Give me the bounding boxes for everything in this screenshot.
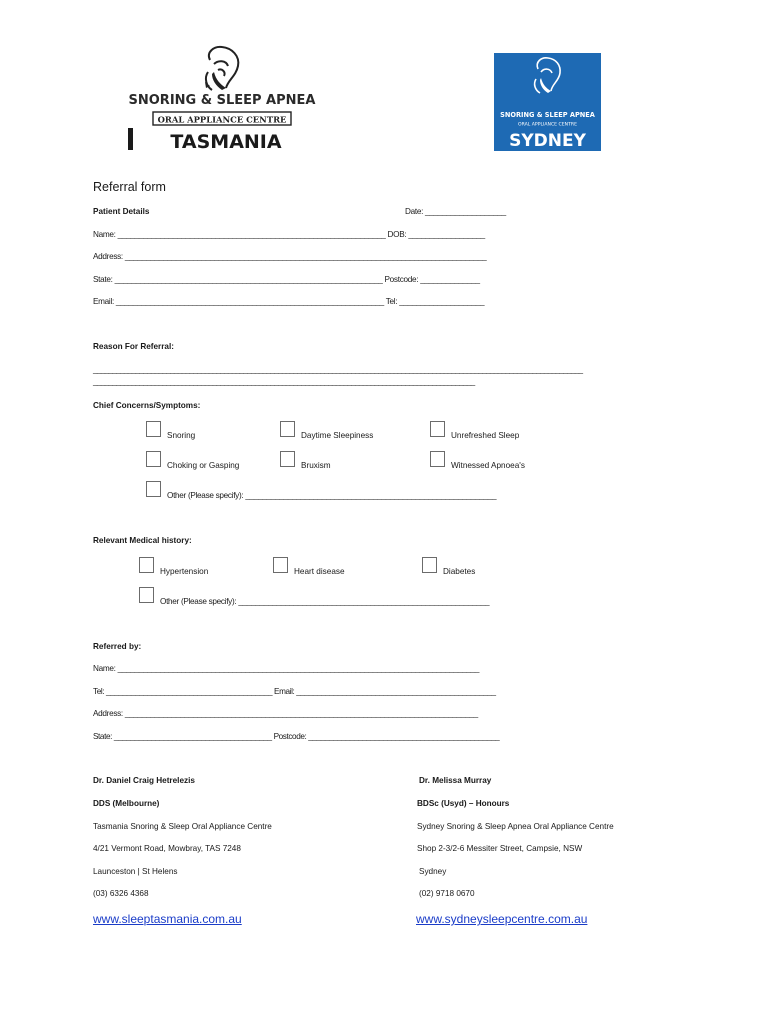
- referrer-tel-email-field[interactable]: Tel: ________________________________________ Email: ________________________________________________: [93, 687, 496, 696]
- right-contact-address: Shop 2-3/2-6 Messiter Street, Campsie, NSW: [417, 844, 583, 853]
- form-title: Referral form: [93, 180, 166, 194]
- heart-disease-label: Heart disease: [294, 567, 345, 576]
- choking-gasping-checkbox[interactable]: [146, 451, 161, 467]
- sydney-logo-line1: SNORING & SLEEP APNEA: [500, 111, 595, 119]
- tasmania-logo-line1: SNORING & SLEEP APNEA: [128, 93, 316, 108]
- tasmania-logo-graphic: [122, 42, 322, 154]
- left-contact-qualification: DDS (Melbourne): [93, 799, 160, 808]
- left-contact-phone: (03) 6326 4368: [93, 889, 149, 898]
- patient-details-heading: Patient Details: [93, 207, 150, 216]
- choking-gasping-label: Choking or Gasping: [167, 461, 240, 470]
- medical-history-heading: Relevant Medical history:: [93, 536, 192, 545]
- tasmania-logo: [122, 42, 322, 154]
- patient-address-field[interactable]: Address: _____________________________________________________________________________________: [93, 252, 487, 261]
- bruxism-label: Bruxism: [301, 461, 331, 470]
- referrer-address-field[interactable]: Address: ___________________________________________________________________________________: [93, 709, 478, 718]
- right-contact-phone: (02) 9718 0670: [419, 889, 475, 898]
- left-contact-locations: Launceston | St Helens: [93, 867, 178, 876]
- hypertension-label: Hypertension: [160, 567, 209, 576]
- patient-name-field[interactable]: Name: _______________________________________________________________ DOB: __________________: [93, 230, 485, 239]
- witnessed-apnoeas-label: Witnessed Apnoea's: [451, 461, 525, 470]
- right-contact-locations: Sydney: [419, 867, 447, 876]
- referrer-name-field[interactable]: Name: _____________________________________________________________________________________: [93, 664, 480, 673]
- concerns-heading: Chief Concerns/Symptoms:: [93, 401, 201, 410]
- right-contact-qualification: BDSc (Usyd) – Honours: [417, 799, 510, 808]
- witnessed-apnoeas-checkbox[interactable]: [430, 451, 445, 467]
- daytime-sleepiness-label: Daytime Sleepiness: [301, 431, 374, 440]
- left-contact-name: Dr. Daniel Craig Hetrelezis: [93, 776, 195, 785]
- right-contact-organisation: Sydney Snoring & Sleep Apnea Oral Appliance Centre: [417, 822, 614, 831]
- snoring-label: Snoring: [167, 431, 196, 440]
- bruxism-checkbox[interactable]: [280, 451, 295, 467]
- unrefreshed-sleep-label: Unrefreshed Sleep: [451, 431, 520, 440]
- daytime-sleepiness-checkbox[interactable]: [280, 421, 295, 437]
- left-contact-organisation: Tasmania Snoring & Sleep Oral Appliance Centre: [93, 822, 272, 831]
- right-contact-name: Dr. Melissa Murray: [419, 776, 492, 785]
- left-contact-website-link[interactable]: www.sleeptasmania.com.au: [93, 912, 242, 926]
- medical-other-field[interactable]: Other (Please specify): ___________________________________________________________: [160, 597, 490, 606]
- tasmania-logo-line3: TASMANIA: [170, 131, 282, 153]
- right-contact-website-link[interactable]: www.sydneysleepcentre.com.au: [416, 912, 588, 926]
- left-contact-address: 4/21 Vermont Road, Mowbray, TAS 7248: [93, 844, 241, 853]
- medical-other-checkbox[interactable]: [139, 587, 154, 603]
- hypertension-checkbox[interactable]: [139, 557, 154, 573]
- patient-email-field[interactable]: Email: _______________________________________________________________ Tel: ____________________: [93, 297, 485, 306]
- referred-by-heading: Referred by:: [93, 642, 142, 651]
- diabetes-label: Diabetes: [443, 567, 476, 576]
- patient-state-field[interactable]: State: _______________________________________________________________ Postcode: ______________: [93, 275, 480, 284]
- diabetes-checkbox[interactable]: [422, 557, 437, 573]
- snoring-checkbox[interactable]: [146, 421, 161, 437]
- sydney-logo-line2: ORAL APPLIANCE CENTRE: [518, 122, 577, 128]
- reason-line-2[interactable]: ___________________________________________________________________________________________________: [93, 377, 475, 386]
- concerns-other-checkbox[interactable]: [146, 481, 161, 497]
- sydney-logo-graphic: [494, 53, 601, 151]
- patient-date-field[interactable]: Date: ___________________: [405, 207, 506, 216]
- reason-heading: Reason For Referral:: [93, 342, 174, 351]
- referrer-state-postcode-field[interactable]: State: ______________________________________ Postcode: ______________________________________________: [93, 732, 500, 741]
- sydney-logo-line3: SYDNEY: [509, 131, 586, 151]
- heart-disease-checkbox[interactable]: [273, 557, 288, 573]
- sydney-logo: [494, 53, 601, 151]
- tasmania-logo-line2: ORAL APPLIANCE CENTRE: [157, 114, 287, 125]
- concerns-other-field[interactable]: Other (Please specify): ___________________________________________________________: [167, 491, 497, 500]
- reason-line-1[interactable]: _______________________________________________________________________________________________________________________________: [93, 365, 583, 374]
- unrefreshed-sleep-checkbox[interactable]: [430, 421, 445, 437]
